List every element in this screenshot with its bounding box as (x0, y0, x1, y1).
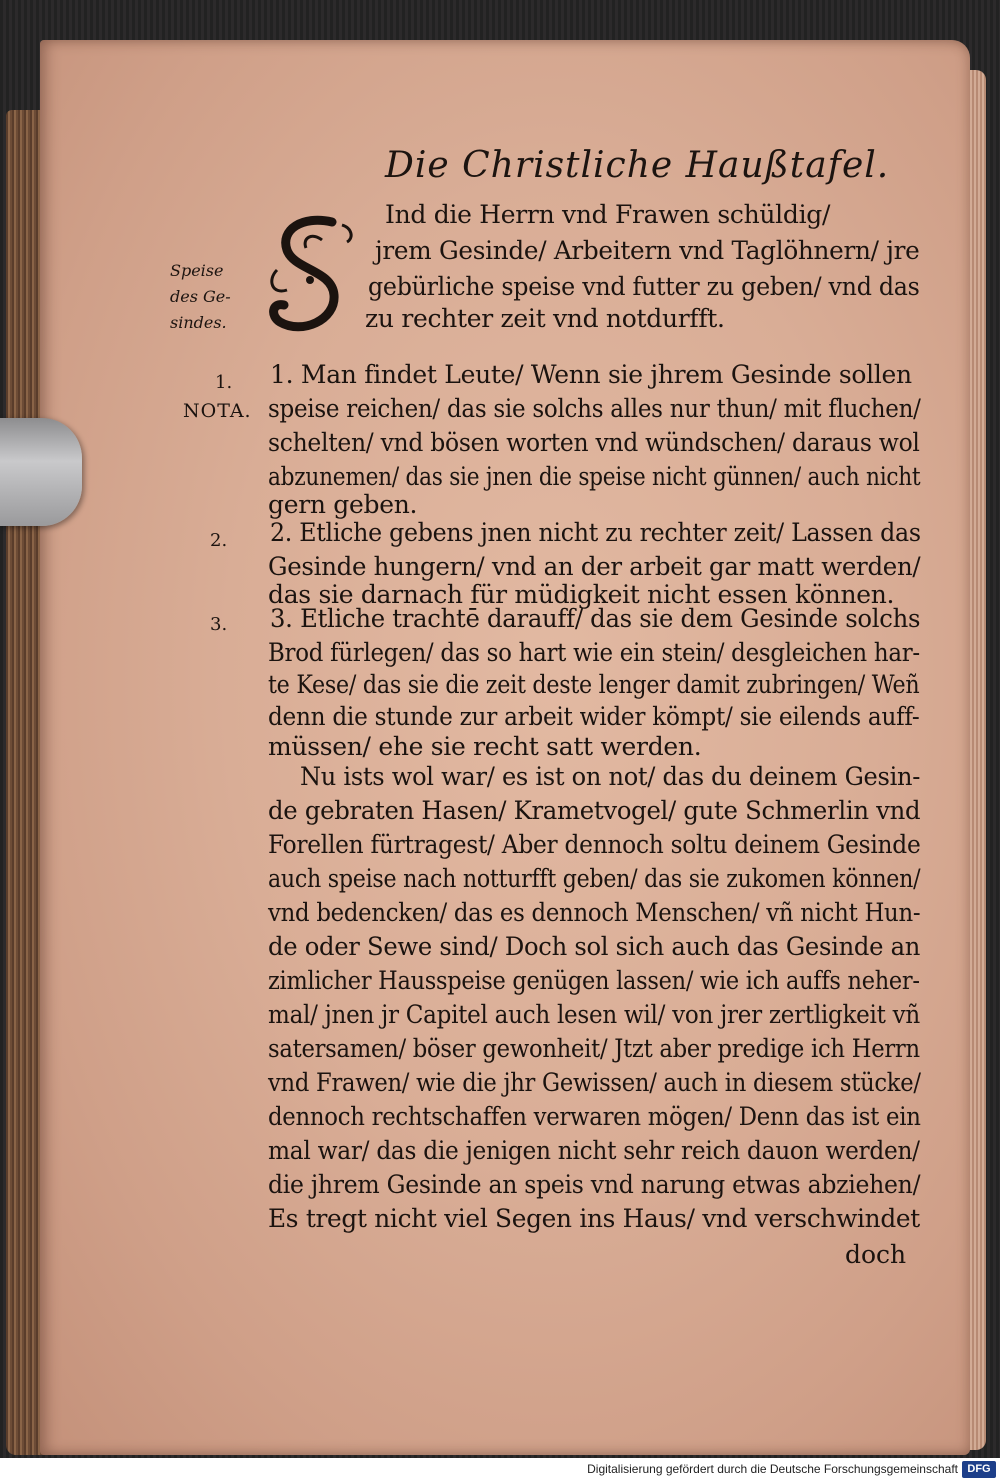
text-line: dennoch rechtschaffen verwaren mögen/ Denn das ist ein (268, 1102, 921, 1131)
text-line: mal war/ das die jenigen nicht sehr reich dauon werden/ (268, 1136, 920, 1165)
text-line: speise reichen/ das sie solchs alles nur thun/ mit fluchen/ (268, 394, 921, 423)
margin-note-line: sindes. (170, 313, 227, 332)
digitization-footer (0, 1458, 1000, 1482)
margin-number-3: 3. (210, 614, 228, 635)
text-line: de gebraten Hasen/ Krametvogel/ gute Schmerlin vnd (268, 796, 921, 825)
dfg-logo-icon: DFG (962, 1461, 996, 1478)
decorated-initial-s-icon (262, 210, 362, 340)
text-line: Brod fürlegen/ das so hart wie ein stein/ desgleichen har- (268, 638, 920, 667)
text-line: Es tregt nicht viel Segen ins Haus/ vnd verschwindet (268, 1204, 920, 1233)
text-line: de oder Sewe sind/ Doch sol sich auch das Gesinde an (268, 932, 921, 961)
margin-number-2: 2. (210, 530, 228, 551)
text-line: 1. Man findet Leute/ Wenn sie jhrem Gesinde sollen (270, 360, 912, 389)
text-line: das sie darnach für müdigkeit nicht essen können. (268, 580, 895, 609)
footer-credit-text: Digitalisierung gefördert durch die Deutsche Forschungsgemeinschaft (587, 1462, 958, 1476)
text-line: mal/ jnen jr Capitel auch lesen wil/ von jrer zertligkeit vñ (268, 1000, 920, 1029)
text-line: Nu ists wol war/ es ist on not/ das du deinem Gesin- (300, 762, 921, 791)
text-line: vnd bedencken/ das es dennoch Menschen/ vñ nicht Hun- (268, 898, 921, 927)
text-line: jrem Gesinde/ Arbeitern vnd Taglöhnern/ jre (375, 236, 920, 265)
text-line: zu rechter zeit vnd notdurfft. (365, 304, 725, 333)
text-line: die jhrem Gesinde an speis vnd narung etwas abziehen/ (268, 1170, 921, 1199)
margin-note-line: des Ge- (170, 287, 231, 306)
text-line: denn die stunde zur arbeit wider kömpt/ sie eilends auff- (268, 702, 920, 731)
margin-note-line: Speise (170, 261, 224, 280)
text-line: Ind die Herrn vnd Frawen schüldig/ (385, 200, 831, 229)
margin-nota: NOTA. (183, 400, 252, 422)
text-line: satersamen/ böser gewonheit/ Jtzt aber predige ich Herrn (268, 1034, 920, 1063)
text-line: schelten/ vnd bösen worten vnd wündschen/ daraus wol (268, 428, 920, 457)
text-line: 3. Etliche trachtē darauff/ das sie dem Gesinde solchs (270, 604, 921, 633)
text-line: auch speise nach notturfft geben/ das sie zukomen können/ (268, 864, 921, 893)
text-line: gern geben. (268, 490, 418, 519)
text-line: zimlicher Hausspeise genügen lassen/ wie ich auffs neher- (268, 966, 920, 995)
text-line: 2. Etliche gebens jnen nicht zu rechter zeit/ Lassen das (270, 518, 921, 547)
text-line: Gesinde hungern/ vnd an der arbeit gar matt werden/ (268, 552, 921, 581)
text-line: Forellen fürtragest/ Aber dennoch soltu deinem Gesinde (268, 830, 921, 859)
catchword: doch (845, 1240, 907, 1269)
text-line: te Kese/ das sie die zeit deste lenger damit zubringen/ Weñ (268, 670, 920, 699)
text-line: vnd Frawen/ wie die jhr Gewissen/ auch in diesem stücke/ (268, 1068, 921, 1097)
text-line: müssen/ ehe sie recht satt werden. (268, 732, 702, 761)
page-clip (0, 418, 82, 526)
margin-number-1: 1. (215, 372, 233, 393)
page-heading: Die Christliche Haußtafel. (385, 145, 890, 186)
margin-note (170, 258, 260, 336)
text-line: abzunemen/ das sie jnen die speise nicht günnen/ auch nicht (268, 462, 921, 491)
text-line: gebürliche speise vnd futter zu geben/ vnd das (368, 272, 920, 301)
